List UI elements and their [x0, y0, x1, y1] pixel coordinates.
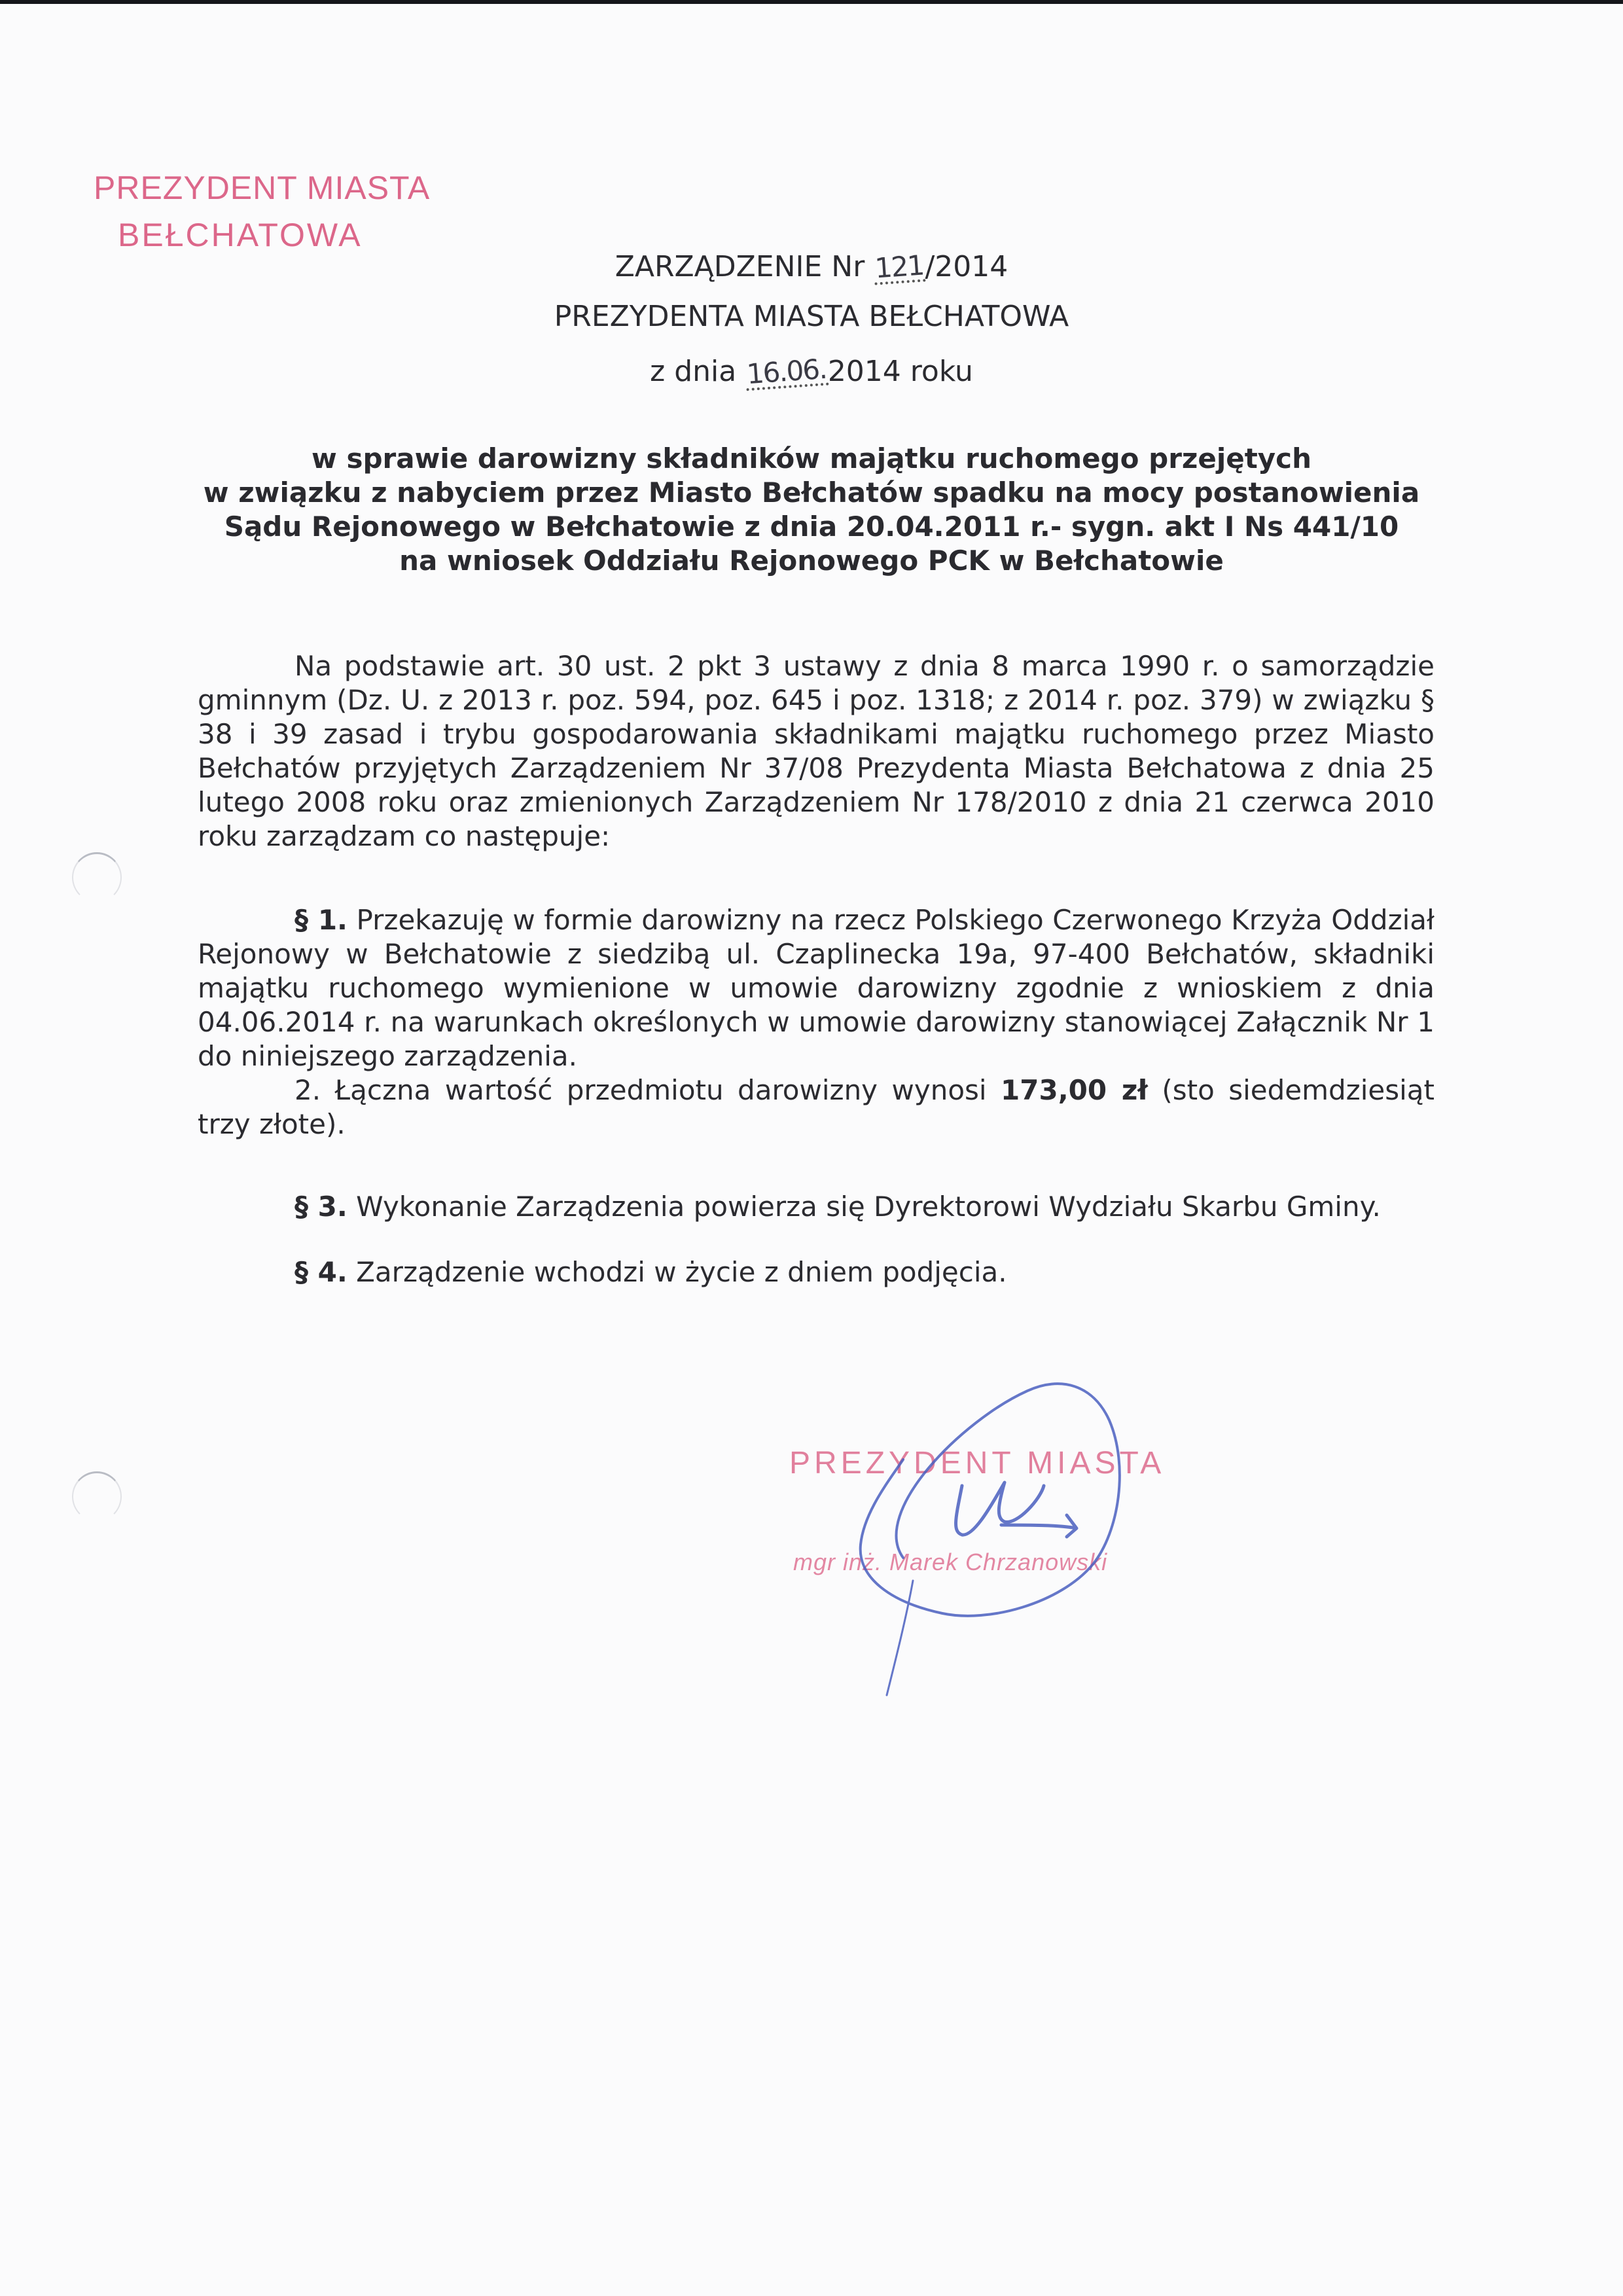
title-suffix: /2014: [925, 250, 1008, 283]
signature-stamp-name: mgr inż. Marek Chrzanowski: [793, 1549, 1108, 1575]
office-stamp-line2: BEŁCHATOWA: [118, 217, 363, 253]
section-4-text: Zarządzenie wchodzi w życie z dniem podjęcia.: [347, 1256, 1007, 1288]
handwritten-date: 16.06.: [745, 355, 829, 391]
document-date: [0, 352, 1623, 391]
section-4-label: § 4.: [294, 1256, 348, 1288]
section-1-label: § 1.: [294, 904, 348, 936]
subject-line: Sądu Rejonowego w Bełchatowie z dnia 20.04.2011 r.- sygn. akt I Ns 441/10: [224, 511, 1399, 543]
section-3: [198, 1190, 1435, 1224]
scan-border: [0, 0, 1623, 4]
date-suffix: 2014 roku: [827, 355, 973, 388]
subject-line: na wniosek Oddziału Rejonowego PCK w Bełchatowie: [399, 545, 1224, 577]
signature-loop: [861, 1384, 1120, 1616]
document-subtitle: PREZYDENTA MIASTA BEŁCHATOWA: [554, 300, 1069, 333]
section-1-text: Przekazuję w formie darowizny na rzecz Polskiego Czerwonego Krzyża Oddział Rejonowy w Bełchatowie z siedzibą ul. Czaplinecka 19a, 97-400 Bełchatów, składniki majątku ruchomego wymienione w umowie darowizny zgodnie z wnioskiem z dnia 04.06.2014 r. na warunkach określonych w umowie darowizny stanowiącej Załącznik Nr 1 do niniejszego zarządzenia.: [198, 904, 1435, 1072]
signature-tail: [1001, 1515, 1077, 1537]
point-2-text: 2. Łączna wartość przedmiotu darowizny wynosi: [294, 1074, 1001, 1106]
subject-block: [0, 442, 1623, 578]
office-stamp-line1: PREZYDENT MIASTA: [94, 170, 431, 206]
signature-stamp-title: PREZYDENT MIASTA: [789, 1446, 1166, 1480]
section-1-point-2: [198, 1073, 1435, 1141]
subject-line: w związku z nabyciem przez Miasto Bełchatów spadku na mocy postanowienia: [203, 476, 1420, 509]
document-title: [0, 249, 1623, 285]
punch-hole-mark: [72, 1471, 122, 1522]
section-3-paragraph: [198, 1190, 1435, 1224]
section-4-paragraph: [198, 1255, 1435, 1289]
legal-basis-text: Na podstawie art. 30 ust. 2 pkt 3 ustawy z dnia 8 marca 1990 r. o samorządzie gminnym (Dz. U. z 2013 r. poz. 594, poz. 645 i poz. 1318; z 2014 r. poz. 379) w związku § 38 i 39 zasad i trybu gospodarowania składnikami majątku ruchomego przez Miasto Bełchatów przyjętych Zarządzeniem Nr 37/08 Prezydenta Miasta Bełchatowa z dnia 25 lutego 2008 roku oraz zmienionych Zarządzeniem Nr 178/2010 z dnia 21 czerwca 2010 roku zarządzam co następuje:: [198, 650, 1435, 852]
handwritten-number: 121: [873, 251, 926, 285]
title-prefix: ZARZĄDZENIE Nr: [615, 250, 874, 283]
date-prefix: z dnia: [650, 355, 746, 388]
signature-descender: [887, 1581, 913, 1695]
section-3-label: § 3.: [294, 1191, 348, 1223]
punch-hole-mark: [72, 852, 122, 903]
legal-basis-paragraph: [198, 649, 1435, 853]
subject-line: w sprawie darowizny składników majątku ruchomego przejętych: [312, 442, 1311, 475]
handwritten-signature: [753, 1361, 1211, 1715]
section-3-text: Wykonanie Zarządzenia powierza się Dyrektorowi Wydziału Skarbu Gminy.: [347, 1191, 1381, 1223]
section-1: [198, 903, 1435, 1141]
signature-stroke-m: [956, 1482, 1044, 1535]
donation-amount: 173,00 zł: [1001, 1074, 1148, 1106]
section-4: [198, 1255, 1435, 1289]
section-1-paragraph: [198, 903, 1435, 1073]
point-2-text-after: (sto siedemdziesiąt trzy złote).: [198, 1074, 1435, 1140]
